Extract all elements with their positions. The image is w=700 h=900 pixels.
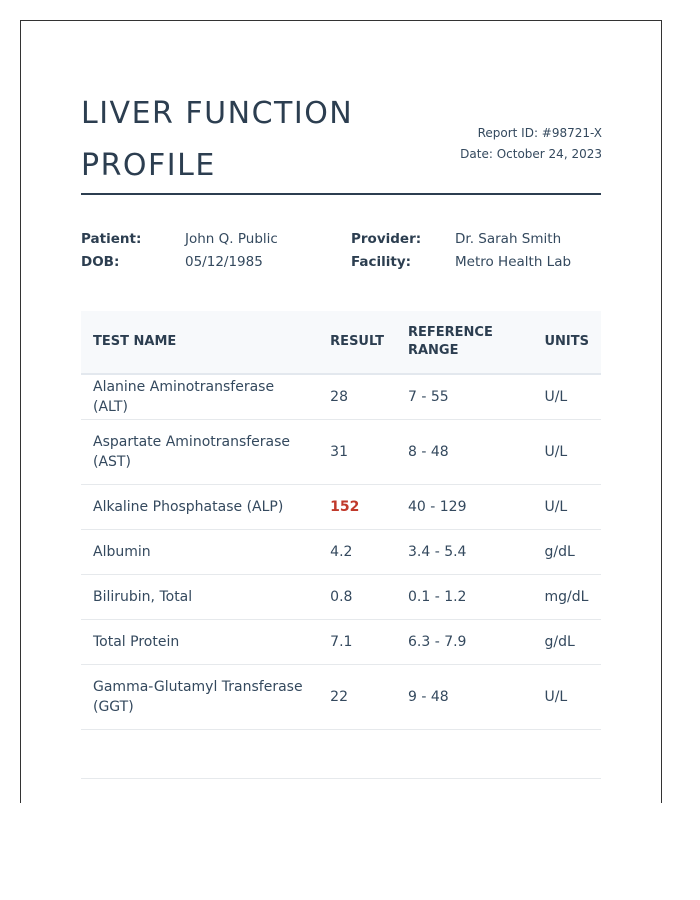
test-name: Alanine Aminotransferase (ALT) <box>81 374 318 420</box>
table-row <box>81 665 601 730</box>
test-name: Bilirubin, Total <box>81 575 318 620</box>
report-title-line-1: LIVER FUNCTION <box>81 96 354 131</box>
report-title-line-2: PROFILE <box>81 148 216 183</box>
patient-name: John Q. Public <box>185 231 278 247</box>
patient-label: Patient: <box>81 231 142 247</box>
title-divider <box>81 193 601 195</box>
test-result-abnormal: 152 <box>318 485 396 530</box>
report-page <box>20 20 662 803</box>
table-row <box>81 575 601 620</box>
header-units: UNITS <box>532 311 601 374</box>
test-units: mg/dL <box>532 575 601 620</box>
test-result: 22 <box>318 665 396 730</box>
report-meta <box>432 123 602 164</box>
report-title <box>81 88 381 192</box>
test-units: U/L <box>532 374 601 420</box>
dob-label: DOB: <box>81 254 120 270</box>
test-reference-range: 8 - 48 <box>396 420 532 485</box>
provider-name: Dr. Sarah Smith <box>455 231 562 247</box>
facility-label: Facility: <box>351 254 412 270</box>
footer-divider <box>81 778 601 779</box>
header-result: RESULT <box>318 311 396 374</box>
test-name: Total Protein <box>81 620 318 665</box>
table-row <box>81 420 601 485</box>
header-test-name: TEST NAME <box>81 311 318 374</box>
test-units: U/L <box>532 485 601 530</box>
table-row <box>81 530 601 575</box>
test-result: 28 <box>318 374 396 420</box>
test-units: g/dL <box>532 620 601 665</box>
table-row <box>81 485 601 530</box>
test-units: U/L <box>532 665 601 730</box>
test-result: 0.8 <box>318 575 396 620</box>
table-row <box>81 374 601 420</box>
table-row <box>81 620 601 665</box>
test-reference-range: 0.1 - 1.2 <box>396 575 532 620</box>
test-name: Albumin <box>81 530 318 575</box>
test-reference-range: 6.3 - 7.9 <box>396 620 532 665</box>
provider-label: Provider: <box>351 231 422 247</box>
dob-value: 05/12/1985 <box>185 254 263 270</box>
test-reference-range: 9 - 48 <box>396 665 532 730</box>
test-name: Alkaline Phosphatase (ALP) <box>81 485 318 530</box>
test-reference-range: 3.4 - 5.4 <box>396 530 532 575</box>
header-reference-range: REFERENCE RANGE <box>396 311 532 374</box>
table-header-row <box>81 311 601 374</box>
results-table <box>81 311 601 730</box>
test-reference-range: 40 - 129 <box>396 485 532 530</box>
test-result: 31 <box>318 420 396 485</box>
test-units: U/L <box>532 420 601 485</box>
test-result: 7.1 <box>318 620 396 665</box>
test-reference-range: 7 - 55 <box>396 374 532 420</box>
test-name: Gamma-Glutamyl Transferase (GGT) <box>81 665 318 730</box>
report-id: Report ID: #98721-X <box>477 126 602 140</box>
report-date: Date: October 24, 2023 <box>460 146 602 161</box>
test-units: g/dL <box>532 530 601 575</box>
facility-name: Metro Health Lab <box>455 254 572 270</box>
test-result: 4.2 <box>318 530 396 575</box>
test-name: Aspartate Aminotransferase (AST) <box>81 420 318 485</box>
